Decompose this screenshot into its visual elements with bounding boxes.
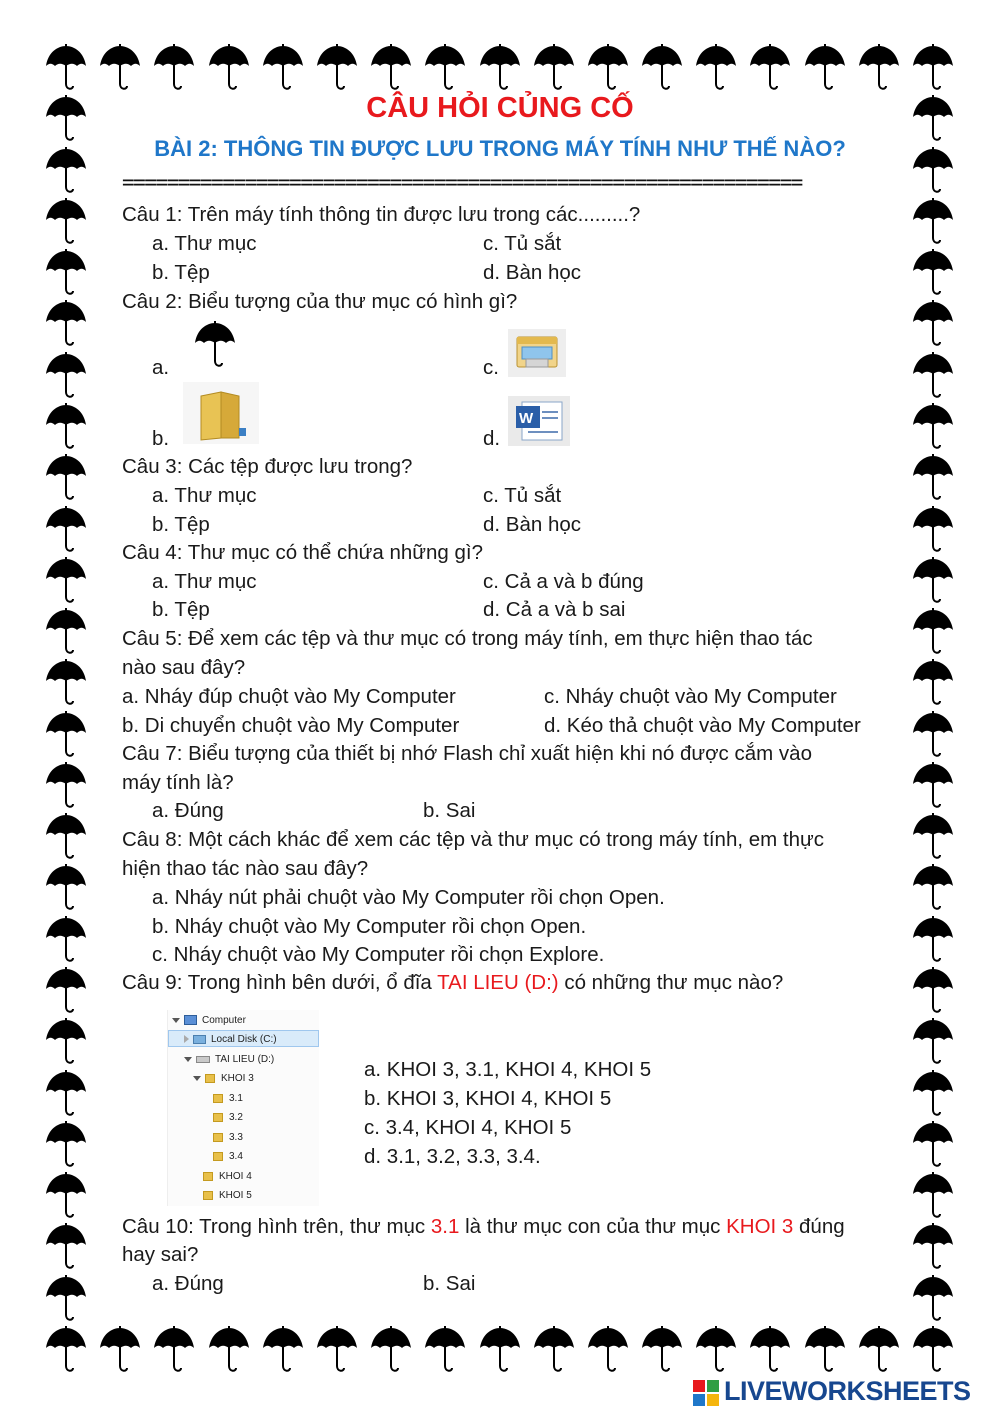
umbrella-icon [748,44,792,94]
umbrella-icon [911,967,955,1017]
umbrella-icon [44,864,88,914]
folder-icon [183,382,259,444]
umbrella-icon [640,44,684,94]
q9-option-c: c. 3.4, KHOI 4, KHOI 5 [364,1116,572,1139]
q9-option-b: b. KHOI 3, KHOI 4, KHOI 5 [364,1087,612,1110]
q10-text-pre: Câu 10: Trong hình trên, thư mục [122,1215,431,1238]
q9-highlight-drive: TAI LIEU (D:) [437,971,559,994]
question-7-line2: máy tính là? [122,771,234,794]
q3-option-d: d. Bàn học [483,513,582,536]
umbrella-icon [44,44,88,94]
umbrella-icon [98,44,142,94]
umbrella-icon [44,967,88,1017]
liveworksheets-logo: LIVEWORKSHEETS [724,1376,971,1406]
question-1: Câu 1: Trên máy tính thông tin được lưu trong các.........? [122,203,641,226]
umbrella-icon [98,1326,142,1376]
umbrella-icon [857,44,901,94]
q1-option-c: c. Tủ sắt [483,232,562,255]
umbrella-icon [44,659,88,709]
umbrella-icon [261,1326,305,1376]
umbrella-icon [193,321,237,371]
umbrella-icon [911,1172,955,1222]
q4-option-d: d. Cả a và b sai [483,598,626,621]
tree-khoi5: KHOI 5 [203,1190,252,1202]
folder-icon [213,1094,223,1103]
computer-icon [184,1015,197,1025]
q8-option-a: a. Nháy nút phải chuột vào My Computer rồi chọn Open. [152,886,665,909]
separator-line: ============================================================= [122,170,802,194]
q3-option-a: a. Thư mục [152,484,257,507]
umbrella-icon [44,1121,88,1171]
q2-option-b: b. [152,427,170,450]
q10-highlight-parent: KHOI 3 [726,1215,794,1238]
umbrella-icon [44,506,88,556]
umbrella-icon [44,352,88,402]
umbrella-icon [423,44,467,94]
umbrella-icon [44,608,88,658]
umbrella-icon [911,403,955,453]
umbrella-icon [261,44,305,94]
umbrella-icon [369,1326,413,1376]
question-10-line2: hay sai? [122,1243,199,1266]
q1-option-d: d. Bàn học [483,261,582,284]
umbrella-icon [911,608,955,658]
question-9 [122,970,783,996]
q4-option-a: a. Thư mục [152,570,257,593]
file-explorer-icon [508,329,566,377]
umbrella-icon [911,813,955,863]
umbrella-icon [911,864,955,914]
q10-text-mid: là thư mục con của thư mục [459,1215,727,1238]
q9-text-post: có những thư mục nào? [558,971,784,994]
tree-3-4: 3.4 [213,1151,243,1163]
umbrella-icon [857,1326,901,1376]
page-subtitle: BÀI 2: THÔNG TIN ĐƯỢC LƯU TRONG MÁY TÍNH NHƯ THẾ NÀO? [154,136,846,161]
umbrella-icon [911,1223,955,1273]
question-7-line1: Câu 7: Biểu tượng của thiết bị nhớ Flash chỉ xuất hiện khi nó được cắm vào [122,742,812,765]
question-2: Câu 2: Biểu tượng của thư mục có hình gì? [122,290,518,313]
q5-option-b: b. Di chuyển chuột vào My Computer [122,714,460,737]
umbrella-icon [911,198,955,248]
q5-option-d: d. Kéo thả chuột vào My Computer [544,714,861,737]
umbrella-icon [207,1326,251,1376]
liveworksheets-logo-icon [693,1378,721,1410]
umbrella-icon [369,44,413,94]
q10-option-b: b. Sai [423,1272,476,1295]
tree-khoi4: KHOI 4 [203,1171,252,1183]
question-10-line1 [122,1214,845,1240]
q8-option-c: c. Nháy chuột vào My Computer rồi chọn Explore. [152,943,605,966]
q10-text-post: đúng [793,1215,845,1238]
umbrella-icon [44,1275,88,1325]
umbrella-icon [640,1326,684,1376]
umbrella-icon [803,44,847,94]
q9-option-d: d. 3.1, 3.2, 3.3, 3.4. [364,1145,541,1168]
umbrella-icon [911,352,955,402]
q4-option-c: c. Cả a và b đúng [483,570,644,593]
drive-icon [196,1056,210,1063]
q5-option-c: c. Nháy chuột vào My Computer [544,685,837,708]
umbrella-icon [911,1275,955,1325]
folder-icon [203,1191,213,1200]
tree-3-2: 3.2 [213,1112,243,1124]
umbrella-icon [803,1326,847,1376]
umbrella-icon [152,1326,196,1376]
q7-option-b: b. Sai [423,799,476,822]
q7-option-a: a. Đúng [152,799,224,822]
umbrella-icon [911,300,955,350]
umbrella-icon [911,249,955,299]
umbrella-icon [44,762,88,812]
umbrella-icon [315,1326,359,1376]
umbrella-icon [44,1326,88,1376]
q3-option-c: c. Tủ sắt [483,484,562,507]
umbrella-icon [44,403,88,453]
question-3: Câu 3: Các tệp được lưu trong? [122,455,413,478]
umbrella-icon [44,198,88,248]
q8-option-b: b. Nháy chuột vào My Computer rồi chọn Open. [152,915,587,938]
umbrella-icon [694,44,738,94]
umbrella-icon [911,506,955,556]
umbrella-icon [911,1070,955,1120]
umbrella-icon [44,1172,88,1222]
umbrella-icon [911,557,955,607]
umbrella-icon [478,1326,522,1376]
q9-option-a: a. KHOI 3, 3.1, KHOI 4, KHOI 5 [364,1058,652,1081]
folder-icon [213,1113,223,1122]
umbrella-icon [911,711,955,761]
umbrella-icon [44,916,88,966]
folder-icon [213,1133,223,1142]
q10-highlight-folder: 3.1 [430,1215,460,1238]
question-5-line1: Câu 5: Để xem các tệp và thư mục có trong máy tính, em thực hiện thao tác [122,627,813,650]
umbrella-icon [44,249,88,299]
umbrella-icon [44,454,88,504]
tree-local-disk: Local Disk (C:) [184,1034,277,1046]
umbrella-icon [532,1326,576,1376]
question-8-line1: Câu 8: Một cách khác để xem các tệp và thư mục có trong máy tính, em thực [122,828,824,851]
tree-3-1: 3.1 [213,1093,243,1105]
umbrella-icon [911,1326,955,1376]
tree-computer: Computer [172,1015,246,1027]
umbrella-icon [207,44,251,94]
umbrella-icon [315,44,359,94]
word-document-icon [508,396,570,446]
umbrella-icon [911,44,955,94]
umbrella-icon [44,1223,88,1273]
svg-text:W: W [519,410,534,427]
umbrella-icon [911,454,955,504]
umbrella-icon [44,813,88,863]
folder-icon [203,1172,213,1181]
umbrella-icon [911,1018,955,1068]
umbrella-icon [911,659,955,709]
umbrella-icon [586,44,630,94]
q2-option-d: d. [483,427,501,450]
question-5-line2: nào sau đây? [122,656,246,679]
umbrella-icon [44,557,88,607]
q2-option-c: c. [483,356,499,379]
q10-option-a: a. Đúng [152,1272,224,1295]
explorer-tree-screenshot [167,1010,319,1206]
umbrella-icon [532,44,576,94]
folder-icon [213,1152,223,1161]
q9-text-pre: Câu 9: Trong hình bên dưới, ổ đĩa [122,971,438,994]
umbrella-icon [44,711,88,761]
tree-3-3: 3.3 [213,1132,243,1144]
local-disk-icon [193,1035,206,1044]
umbrella-icon [748,1326,792,1376]
umbrella-icon [423,1326,467,1376]
q5-option-a: a. Nháy đúp chuột vào My Computer [122,685,456,708]
umbrella-icon [44,300,88,350]
q2-option-a: a. [152,356,170,379]
question-8-line2: hiện thao tác nào sau đây? [122,857,369,880]
umbrella-icon [586,1326,630,1376]
q1-option-a: a. Thư mục [152,232,257,255]
q1-option-b: b. Tệp [152,261,210,284]
folder-icon [205,1074,215,1083]
tree-khoi3: KHOI 3 [193,1073,254,1085]
umbrella-icon [478,44,522,94]
umbrella-icon [911,916,955,966]
umbrella-icon [44,1018,88,1068]
umbrella-icon [44,1070,88,1120]
umbrella-icon [911,1121,955,1171]
question-4: Câu 4: Thư mục có thể chứa những gì? [122,541,484,564]
tree-tai-lieu: TAI LIEU (D:) [184,1054,274,1066]
umbrella-icon [911,762,955,812]
umbrella-icon [694,1326,738,1376]
q3-option-b: b. Tệp [152,513,210,536]
q4-option-b: b. Tệp [152,598,210,621]
page-title: CÂU HỎI CỦNG CỐ [366,92,634,124]
umbrella-icon [152,44,196,94]
